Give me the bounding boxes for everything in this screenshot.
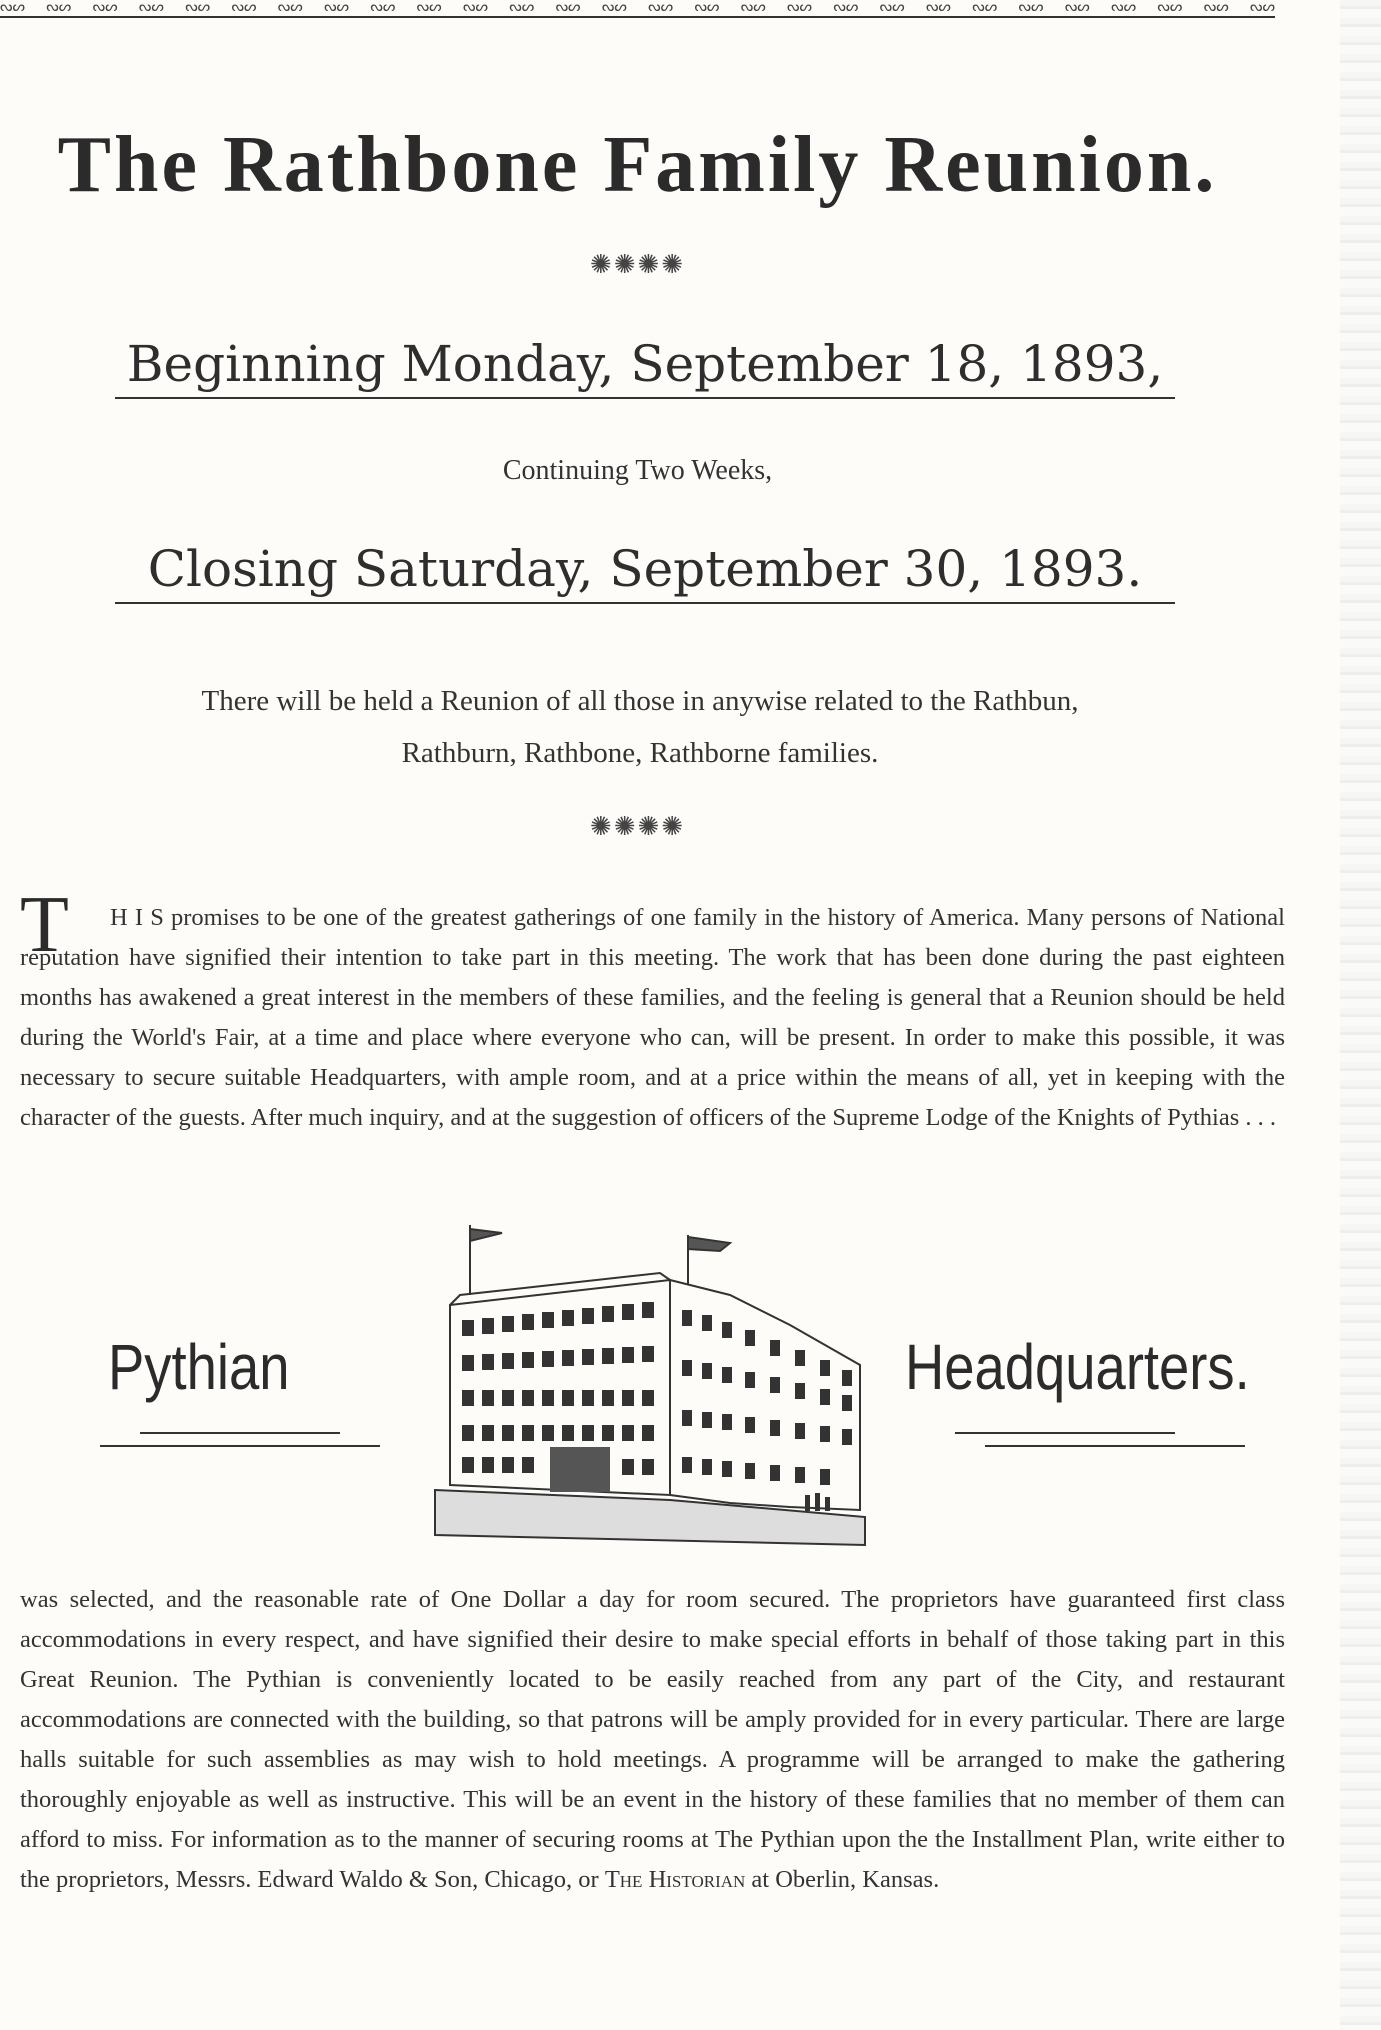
paragraph-two (20, 1580, 1285, 1900)
ornament-stars: ✺✺✺✺ (589, 812, 686, 842)
intro-line: Rathburn, Rathbone, Rathborne families. (401, 737, 879, 769)
ornament-stars: ✺✺✺✺ (589, 250, 686, 280)
beginning-date: Beginning Monday, September 18, 1893, (115, 335, 1175, 399)
intro-line: There will be held a Reunion of all those in anywise related to the Rathbun, (201, 685, 1079, 717)
document-title: The Rathbone Family Reunion. (57, 121, 1218, 209)
historian-smallcaps: The Historian (604, 1866, 746, 1893)
paragraph-two-end: at Oberlin, Kansas. (751, 1866, 940, 1893)
banner-rule (140, 1432, 340, 1434)
scanned-page-edge (1340, 0, 1381, 2030)
paragraph-one: H I S promises to be one of the greatest gatherings of one family in the history of America. Many persons of National reputation have signified their intention to take part in this meeting. The work that has been done during the past eighteen months has awakened a great interest in the members of these families, and the feeling is general that a Reunion should be held during the World's Fair, at a time and place where everyone who can, will be present. In order to make this possible, it was necessary to secure suitable Headquarters, with ample room, and at a price within the means of all, yet in keeping with the character of the guests. After much inquiry, and at the suggestion of officers of the Supreme Lodge of the Knights of Pythias . . . (20, 904, 1285, 1131)
banner-rule (955, 1432, 1175, 1434)
decorative-border: ᔓᔕ ᔓᔕ ᔓᔕ ᔓᔕ ᔓᔕ ᔓᔕ ᔓᔕ ᔓᔕ ᔓᔕ ᔓᔕ ᔓᔕ ᔓᔕ ᔓᔕ ᔓᔕ ᔓᔕ ᔓᔕ ᔓᔕ ᔓᔕ ᔓᔕ ᔓᔕ ᔓᔕ ᔓᔕ ᔓᔕ ᔓᔕ ᔓᔕ ᔓᔕ ᔓᔕ ᔓᔕ (0, 0, 1275, 18)
banner-headquarters: Headquarters. (905, 1331, 1250, 1403)
continuing-text: Continuing Two Weeks, (502, 455, 773, 486)
banner-rule (100, 1445, 380, 1447)
intro-text (40, 675, 1240, 779)
pythian-building-illustration (430, 1225, 870, 1555)
closing-date: Closing Saturday, September 30, 1893. (115, 540, 1175, 604)
banner-rule (985, 1445, 1245, 1447)
paragraph-two-text: was selected, and the reasonable rate of One Dollar a day for room secured. The proprietors have guaranteed first class accommodations in every respect, and have signified their desire to make special efforts in behalf of those taking part in this Great Reunion. The Pythian is conveniently located to be easily reached from any part of the City, and restaurant accommodations are connected with the building, so that patrons will be amply provided for in every particular. There are large halls suitable for such assemblies as may wish to hold meetings. A programme will be arranged to make the gathering thoroughly enjoyable as well as instructive. This will be an event in the history of these families that no member of them can afford to miss. For information as to the manner of securing rooms at The Pythian upon the the Installment Plan, write either to the proprietors, Messrs. Edward Waldo & Son, Chicago, or (20, 1586, 1285, 1893)
banner-pythian: Pythian (108, 1331, 290, 1403)
drop-cap: T (20, 881, 69, 969)
